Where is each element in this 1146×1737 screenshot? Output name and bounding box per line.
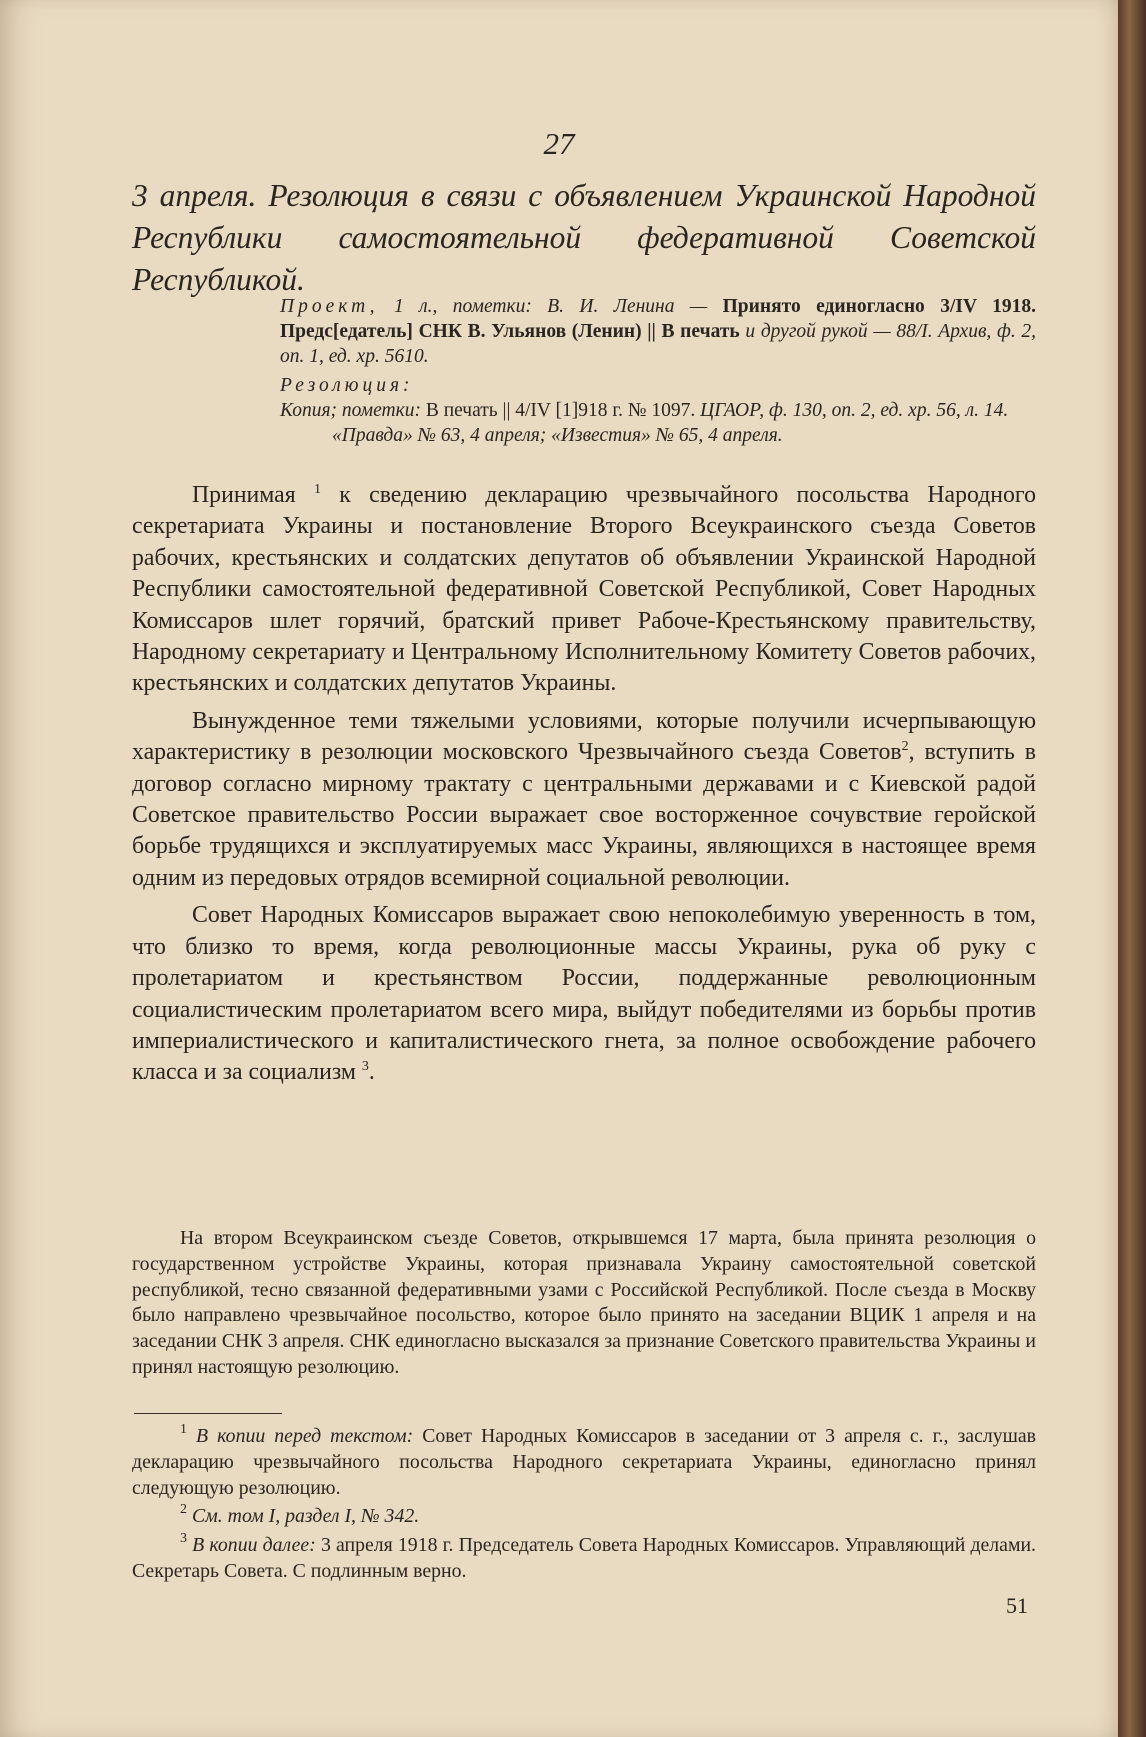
draft-label: Проект, [280, 296, 379, 317]
draft-archive-ref: — 88/I. Архив, ф. 2, оп. 1, ед. хр. 5610. [280, 321, 1036, 367]
footnote-text: Совет Народных Комиссаров в заседании от 3 апреля с. г., заслушав декларацию чрезвычайного посольства Народного секретариата Украины, единогласно принял следующую резолюцию. [132, 1425, 1036, 1499]
lenin-notes: Принято единогласно 3/IV 1918. Предс[едатель] СНК В. Ульянов (Ленин) || [280, 296, 1036, 342]
document-title: 3 апреля. Резолюция в связи с объявлением Украинской Народной Республики самостоятельной федеративной Советской Республикой. [132, 178, 1036, 297]
paragraph-3-start: Совет Народных Комиссаров выражает свою непоколебимую уверенность в том, что близко то время, когда революционные массы Украины, рука об руку с пролетариатом и крестьянством России, поддержанные революционным социалистическим пролетариатом всего мира, выйдут победителями из борьбы против империалистического и капиталистического гнета, за полное освобождение рабочего класса и за социализм [132, 902, 1036, 1086]
draft-sheets: 1 л., [393, 296, 438, 317]
footnote-ref-2: 2 [901, 739, 909, 755]
footnote-divider [134, 1413, 282, 1414]
print-mark: В печать [661, 321, 740, 342]
footnote-mark: 3 [180, 1531, 187, 1547]
publications: «Правда» № 63, 4 апреля; «Известия» № 65, 4 апреля. [332, 425, 783, 446]
footnotes [132, 1424, 1036, 1588]
paragraph-3-end: . [368, 1059, 375, 1086]
archive-reference [280, 294, 1036, 448]
footnote-text: 3 апреля 1918 г. Председатель Совета Народных Комиссаров. Управляющий делами. Секретарь Совета. С подлинным верно. [132, 1534, 1037, 1582]
document-number: 27 [543, 126, 575, 161]
footnote-3 [132, 1533, 1036, 1585]
draft-reference [280, 294, 1036, 369]
footnote-1 [132, 1424, 1036, 1501]
resolution-label: Резолюция: [280, 375, 414, 396]
paragraph-2 [132, 706, 1036, 894]
other-hand: и другой рукой [745, 321, 868, 342]
resolution-text [132, 480, 1036, 1095]
footnote-ref-1: 1 [314, 482, 321, 497]
resolution-reference [280, 373, 1036, 448]
paragraph-3 [132, 900, 1036, 1088]
paragraph-2-rest: , вступить в договор согласно мирному трактату с центральными державами и с Киевской радой Советское правительство России выражает свое восторженное сочувствие геройской борьбе трудящихся и эксплуатируемых масс Украины, являющихся в настоящее время одним из передовых отрядов всемирной социальной революции. [132, 739, 1036, 891]
footnote-2 [132, 1504, 1036, 1530]
copy-label: Копия; пометки: [280, 400, 421, 421]
footnote-label: См. том I, раздел I, № 342. [191, 1505, 420, 1528]
page-number: 51 [1006, 1593, 1028, 1618]
footnote-ref-3: 3 [361, 1059, 369, 1075]
paragraph-1 [132, 480, 1036, 700]
footnote-label: В копии далее: [192, 1534, 316, 1557]
paragraph-2-start: Вынужденное теми тяжелыми условиями, которые получили исчерпывающую характеристику в резолюции московского Чрезвычайного съезда Советов [132, 707, 1036, 766]
footnote-label: В копии перед текстом: [196, 1425, 414, 1447]
footnote-mark: 1 [180, 1422, 187, 1437]
book-spine-edge [1118, 0, 1146, 1737]
paragraph-1-rest: к сведению декларацию чрезвычайного посольства Народного секретариата Украины и постановление Второго Всеукраинского съезда Советов рабочих, крестьянских и солдатских депутатов об объявлении Украинской Народной Республики самостоятельной федеративной Советской Республикой, Совет Народных Комиссаров шлет горячий, братский привет Рабоче-Крестьянскому правительству, Народному секретариату и Центральному Исполнительному Комитету Советов рабочих, крестьянских и солдатских депутатов Украины. [132, 482, 1037, 697]
footnote-mark: 2 [180, 1502, 187, 1518]
copy-marks: В печать || 4/IV [1]918 г. № 1097. [425, 400, 696, 421]
editorial-note: На втором Всеукраинском съезде Советов, открывшемся 17 марта, была принята резолюция о государственном устройстве Украины, которая признавала Украину самостоятельной советской республикой, тесно связанной федеративными узами с Российской Республикой. После съезда в Москву было направлено чрезвычайное посольство, которое было принято на заседании ВЦИК 1 апреля и на заседании СНК 3 апреля. СНК единогласно высказался за признание Советского правительства Украины и принял настоящую резолюцию. [132, 1227, 1036, 1378]
copy-archive-ref: ЦГАОР, ф. 130, оп. 2, ед. хр. 56, л. 14. [700, 400, 1009, 421]
notes-label: пометки: В. И. Ленина — [452, 296, 708, 317]
paragraph-1-start: Принимая [192, 482, 296, 508]
